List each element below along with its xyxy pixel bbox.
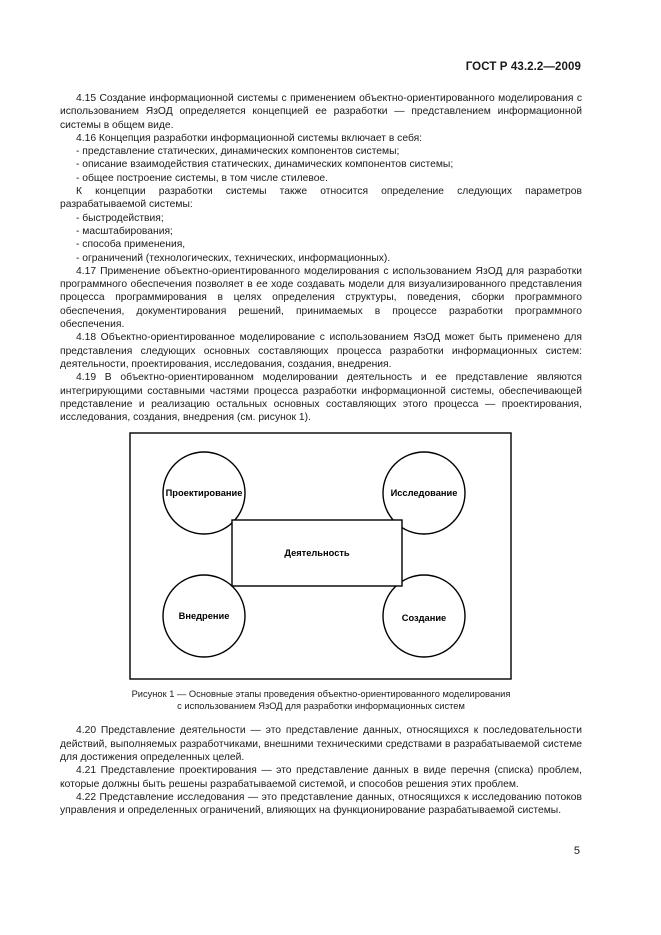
paragraphs-after-figure [60,724,582,817]
list-item: - представление статических, динамических компонентов системы; [76,146,400,158]
figure-1 [60,432,582,682]
figure-caption [60,688,582,712]
figure-1-diagram [60,432,582,682]
paragraph-4-17: 4.17 Применение объектно-ориентированного моделирования с использованием ЯзОД для разработки программного обеспечения позволяет в ее ходе создавать модели для визуализированного представления процесса программирования в целях определения структуры, поведения, сборки программного обеспечения, документирования решений, принимаемых в процессе разработки программного обеспечения. [60,265,582,331]
document-header: ГОСТ Р 43.2.2—2009 [465,61,581,73]
paragraph-4-20: 4.20 Представление деятельности — это представление данных, относящихся к последовательности действий, выполняемых разработчиками, внешними техническими средствами в разрабатываемой системе для достижения определенных целей. [60,725,582,764]
list-item: - описание взаимодействия статических, динамических компонентов системы; [76,159,454,171]
paragraph-4-15: 4.15 Создание информационной системы с применением объектно-ориентированного моделирования с использованием ЯзОД определяется концепцией ее разработки — представлением информационной системы в общем виде. [60,93,582,131]
list-item: - ограничений (технологических, технических, информационных). [76,252,391,264]
label-implementation: Внедрение [178,611,230,622]
list-item: - масштабирования; [76,225,173,237]
paragraph-4-21: 4.21 Представление проектирования — это представление данных в виде перечня (списка) проблем, которые должны быть решены разрабатываемой системой, и способов решения этих проблем. [60,765,582,790]
paragraph-parameters: К концепции разработки системы также относится определение следующих параметров разрабатываемой системы: [60,186,582,211]
list-item: - общее построение системы, в том числе стилевое. [76,172,329,184]
document-body [60,92,582,818]
list-item: - способа применения, [76,239,186,251]
list-item: - быстродействия; [76,212,164,224]
page-number: 5 [573,845,580,857]
label-activity: Деятельность [284,548,350,559]
label-creation: Создание [401,613,447,624]
paragraph-4-22: 4.22 Представление исследования — это представление данных, относящихся к исследованию потоков управления и определенных ограничений, влияющих на функционирование разрабатываемой системы. [60,791,582,817]
label-design: Проектирование [165,488,243,499]
label-research: Исследование [390,488,458,499]
caption-line-2: с использованием ЯзОД для разработки информационных систем [177,701,465,712]
paragraph-4-18: 4.18 Объектно-ориентированное моделирование с использованием ЯзОД может быть применено для представления следующих основных составляющих процесса разработки информационных систем: деятельности, проектирования, исследования, создания, внедрения. [60,332,582,370]
paragraph-4-16: 4.16 Концепция разработки информационной системы включает в себя: [76,132,423,144]
paragraph-4-19: 4.19 В объектно-ориентированном моделировании деятельность и ее представление являются интегрирующими составными частями процесса разработки информационной системы, обеспечивающей представление и реализацию остальных основных составляющих этого процесса — проектирования, исследования, создания, внедрения (см. рисунок 1). [60,372,582,424]
caption-line-1: Рисунок 1 — Основные этапы проведения объектно-ориентированного моделирования [131,689,511,700]
